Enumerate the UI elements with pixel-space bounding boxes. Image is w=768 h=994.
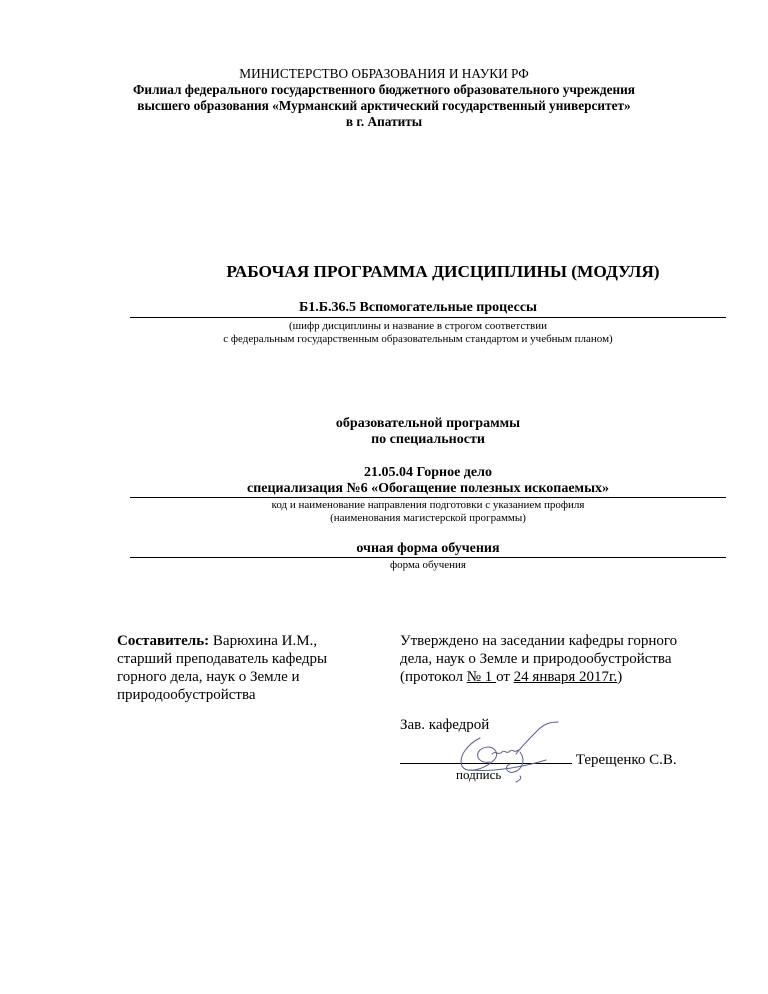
protocol-suffix: ) bbox=[617, 669, 623, 685]
specialty-code: 21.05.04 Горное дело bbox=[364, 465, 492, 480]
signature-stroke-4 bbox=[507, 752, 523, 772]
author-line-4: природообустройства bbox=[117, 687, 256, 703]
approval-line-1: Утверждено на заседании кафедры горного bbox=[400, 633, 678, 649]
approval-block bbox=[400, 632, 730, 686]
protocol-prefix: (протокол bbox=[400, 669, 467, 685]
signature-stroke-1 bbox=[461, 738, 497, 770]
study-form-underline bbox=[130, 557, 726, 558]
branch-line-2: высшего образования «Мурманский арктический государственный университет» bbox=[137, 98, 631, 113]
program-line-2: по специальности bbox=[371, 432, 485, 447]
discipline-hint-1: (шифр дисциплины и название в строгом соответствии bbox=[288, 320, 548, 332]
ministry-name: МИНИСТЕРСТВО ОБРАЗОВАНИЯ И НАУКИ РФ bbox=[239, 66, 529, 81]
approval-line-2: дела, наук о Земле и природообустройства bbox=[400, 651, 672, 667]
branch-city: в г. Апатиты bbox=[345, 114, 423, 129]
branch-line-1: Филиал федерального государственного бюджетного образовательного учреждения bbox=[133, 82, 635, 97]
signature-stroke-3 bbox=[516, 722, 558, 754]
head-label: Зав. кафедрой bbox=[400, 717, 490, 733]
program-hint-1: код и наименование направления подготовки с указанием профиля bbox=[271, 499, 585, 511]
specialization: специализация №6 «Обогащение полезных ископаемых» bbox=[247, 481, 609, 496]
author-line-1 bbox=[117, 632, 377, 650]
author-label: Составитель: bbox=[117, 633, 210, 649]
author-line-3: горного дела, наук о Земле и bbox=[117, 669, 300, 685]
author-line-2: старший преподаватель кафедры bbox=[117, 651, 328, 667]
signature-stroke-6 bbox=[516, 776, 521, 782]
program-line-1: образовательной программы bbox=[335, 416, 521, 431]
signature-caption: подпись bbox=[456, 767, 502, 782]
study-form: очная форма обучения bbox=[356, 541, 500, 556]
protocol-mid: от bbox=[496, 669, 514, 685]
discipline-hint-2: с федеральным государственным образовательным стандартом и учебным планом) bbox=[223, 333, 613, 345]
head-name: Терещенко С.В. bbox=[572, 752, 677, 768]
discipline-name: Б1.Б.36.5 Вспомогательные процессы bbox=[299, 300, 537, 315]
study-form-hint: форма обучения bbox=[390, 559, 466, 571]
author-block bbox=[117, 632, 377, 704]
protocol-number: № 1 bbox=[466, 669, 497, 685]
discipline-underline bbox=[130, 317, 726, 318]
author-name: Варюхина И.М., bbox=[209, 633, 318, 649]
protocol-date: 24 января 2017г. bbox=[513, 669, 618, 685]
program-underline bbox=[130, 497, 726, 498]
document-title: РАБОЧАЯ ПРОГРАММА ДИСЦИПЛИНЫ (МОДУЛЯ) bbox=[226, 262, 660, 281]
program-hint-2: (наименования магистерской программы) bbox=[330, 512, 526, 524]
approval-protocol bbox=[400, 668, 730, 686]
handwritten-signature bbox=[450, 720, 570, 790]
